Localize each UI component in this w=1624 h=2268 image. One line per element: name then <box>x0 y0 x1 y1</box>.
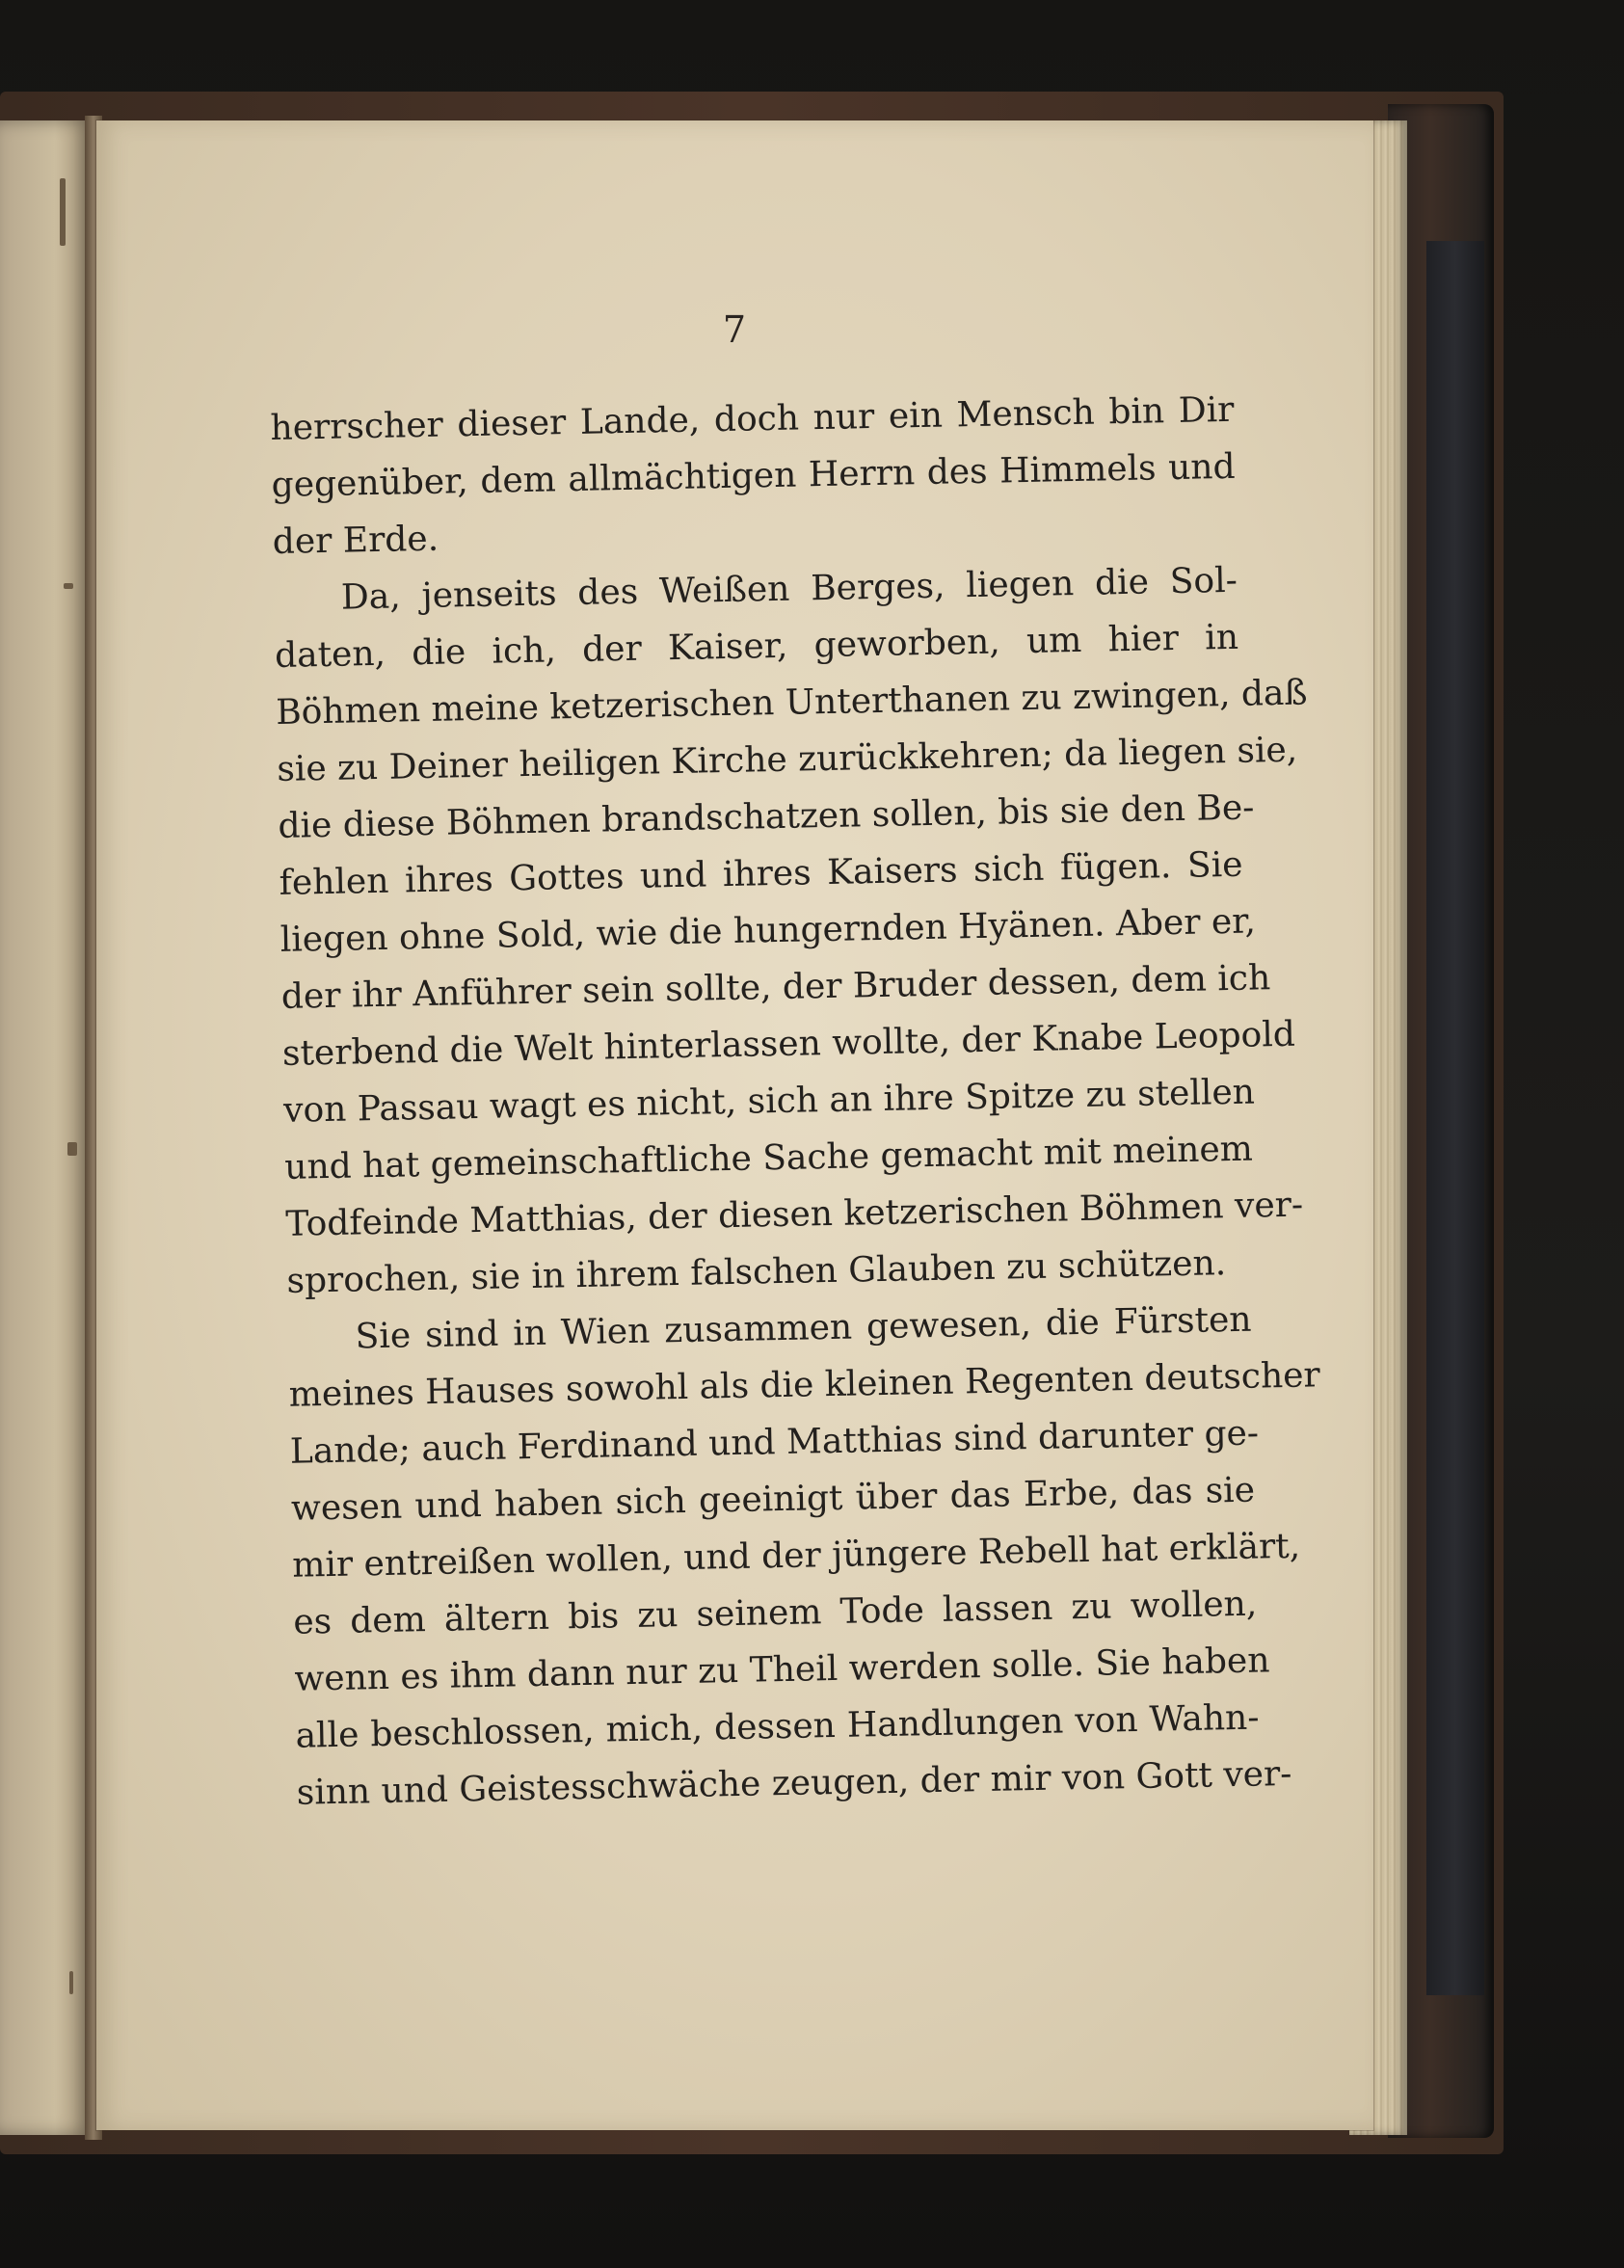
page-blemish <box>60 178 66 246</box>
text-line: herrscher dieser Lande, doch nur ein Mensch bin Dir <box>270 389 1235 448</box>
text-line: sprochen, sie in ihrem falschen Glauben zu schützen. <box>286 1243 1227 1301</box>
book-page <box>96 120 1373 2130</box>
book-spine-cloth <box>1426 241 1484 1995</box>
page-blemish <box>69 1971 73 1994</box>
text-line: sie zu Deiner heiligen Kirche zurückkehren; da liegen sie, <box>276 730 1298 789</box>
text-line: gegenüber, dem allmächtigen Herrn des Himmels und <box>271 446 1236 505</box>
text-line: fehlen ihres Gottes und ihres Kaisers sich fügen. Sie <box>279 844 1243 903</box>
text-line: wenn es ihm dann nur zu Theil werden solle. Sie haben <box>294 1641 1270 1699</box>
text-line: wesen und haben sich geeinigt über das Erbe, das sie <box>290 1470 1256 1529</box>
text-line: liegen ohne Sold, wie die hungernden Hyänen. Aber er, <box>280 901 1257 960</box>
text-line: sterbend die Welt hinterlassen wollte, der Knabe Leopold <box>281 1014 1296 1074</box>
text-line: mir entreißen wollen, und der jüngere Rebell hat erklärt, <box>291 1526 1301 1586</box>
text-line: es dem ältern bis zu seinem Tode lassen zu wollen, <box>292 1584 1258 1642</box>
text-line: sinn und Geistesschwäche zeugen, der mir von Gott ver- <box>296 1753 1292 1813</box>
text-line: von Passau wagt es nicht, sich an ihre Spitze zu stellen <box>282 1072 1256 1131</box>
text-line: die diese Böhmen brandschatzen sollen, bis sie den Be- <box>278 787 1255 846</box>
page-blemish <box>67 1142 77 1156</box>
text-line: alle beschlossen, mich, dessen Handlungen von Wahn- <box>295 1697 1260 1756</box>
text-line: meines Hauses sowohl als die kleinen Regenten deutscher <box>288 1355 1321 1415</box>
text-line: der Erde. <box>272 519 439 562</box>
text-line: Böhmen meine ketzerischen Unterthanen zu zwingen, daß <box>275 673 1308 733</box>
text-line: und hat gemeinschaftliche Sache gemacht mit meinem <box>283 1129 1254 1187</box>
text-line: der ihr Anführer sein sollte, der Bruder dessen, dem ich <box>280 958 1271 1017</box>
facing-page <box>0 120 92 2135</box>
text-line: daten, die ich, der Kaiser, geworben, um hier in <box>274 617 1239 676</box>
page-text <box>270 382 1321 1822</box>
text-line: Sie sind in Wien zusammen gewesen, die Fürsten <box>355 1299 1252 1357</box>
text-line: Lande; auch Ferdinand und Matthias sind darunter ge- <box>289 1413 1260 1472</box>
page-number: 7 <box>722 308 748 351</box>
text-line: Todfeinde Matthias, der diesen ketzerischen Böhmen ver- <box>285 1185 1304 1244</box>
page-blemish <box>64 583 73 589</box>
text-line: Da, jenseits des Weißen Berges, liegen die Sol- <box>340 560 1238 618</box>
